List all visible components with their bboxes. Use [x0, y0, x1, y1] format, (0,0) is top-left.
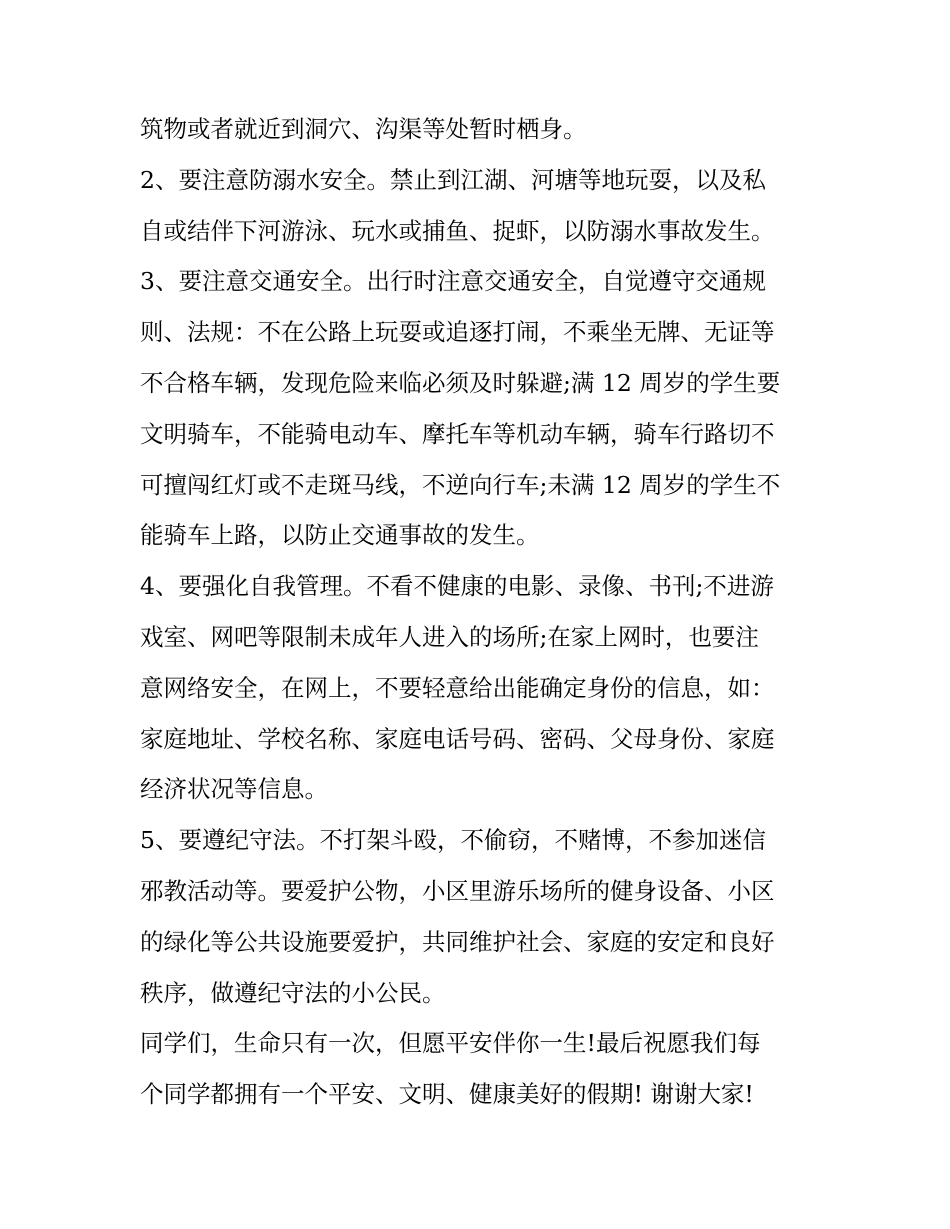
text-line: 个同学都拥有一个平安、文明、健康美好的假期! 谢谢大家! [140, 1080, 754, 1109]
text-line: 3、要注意交通安全。出行时注意交通安全，自觉遵守交通规 [140, 267, 766, 296]
text-line: 则、法规：不在公路上玩耍或追逐打闹，不乘坐无牌、无证等 [140, 318, 775, 347]
text-line: 文明骑车，不能骑电动车、摩托车等机动车辆，骑车行路切不 [140, 419, 775, 448]
text-line: 的绿化等公共设施要爱护，共同维护社会、家庭的安定和良好 [140, 927, 775, 956]
text-line: 筑物或者就近到洞穴、沟渠等处暂时栖身。 [140, 115, 587, 143]
text-line: 邪教活动等。要爱护公物，小区里游乐场所的健身设备、小区 [140, 876, 775, 905]
text-line: 同学们，生命只有一次，但愿平安伴你一生!最后祝愿我们每 [140, 1029, 761, 1058]
text-line: 自或结伴下河游泳、玩水或捕鱼、捉虾，以防溺水事故发生。 [140, 216, 775, 245]
text-line: 能骑车上路，以防止交通事故的发生。 [140, 521, 540, 550]
text-line: 不合格车辆，发现危险来临必须及时躲避;满 12 周岁的学生要 [140, 368, 781, 397]
text-line: 意网络安全，在网上，不要轻意给出能确定身份的信息，如： [140, 673, 775, 702]
text-line: 秩序，做遵纪守法的小公民。 [140, 978, 446, 1007]
text-line: 5、要遵纪守法。不打架斗殴，不偷窃，不赌博，不参加迷信 [140, 826, 766, 855]
text-line: 4、要强化自我管理。不看不健康的电影、录像、书刊;不进游 [140, 572, 774, 601]
text-line: 2、要注意防溺水安全。禁止到江湖、河塘等地玩耍，以及私 [140, 165, 766, 194]
text-line: 家庭地址、学校名称、家庭电话号码、密码、父母身份、家庭 [140, 724, 775, 753]
document-body [140, 104, 820, 1120]
text-line: 戏室、网吧等限制未成年人进入的场所;在家上网时，也要注 [140, 622, 759, 651]
text-line: 可擅闯红灯或不走斑马线，不逆向行车;未满 12 周岁的学生不 [140, 470, 781, 499]
text-line: 经济状况等信息。 [140, 775, 328, 804]
